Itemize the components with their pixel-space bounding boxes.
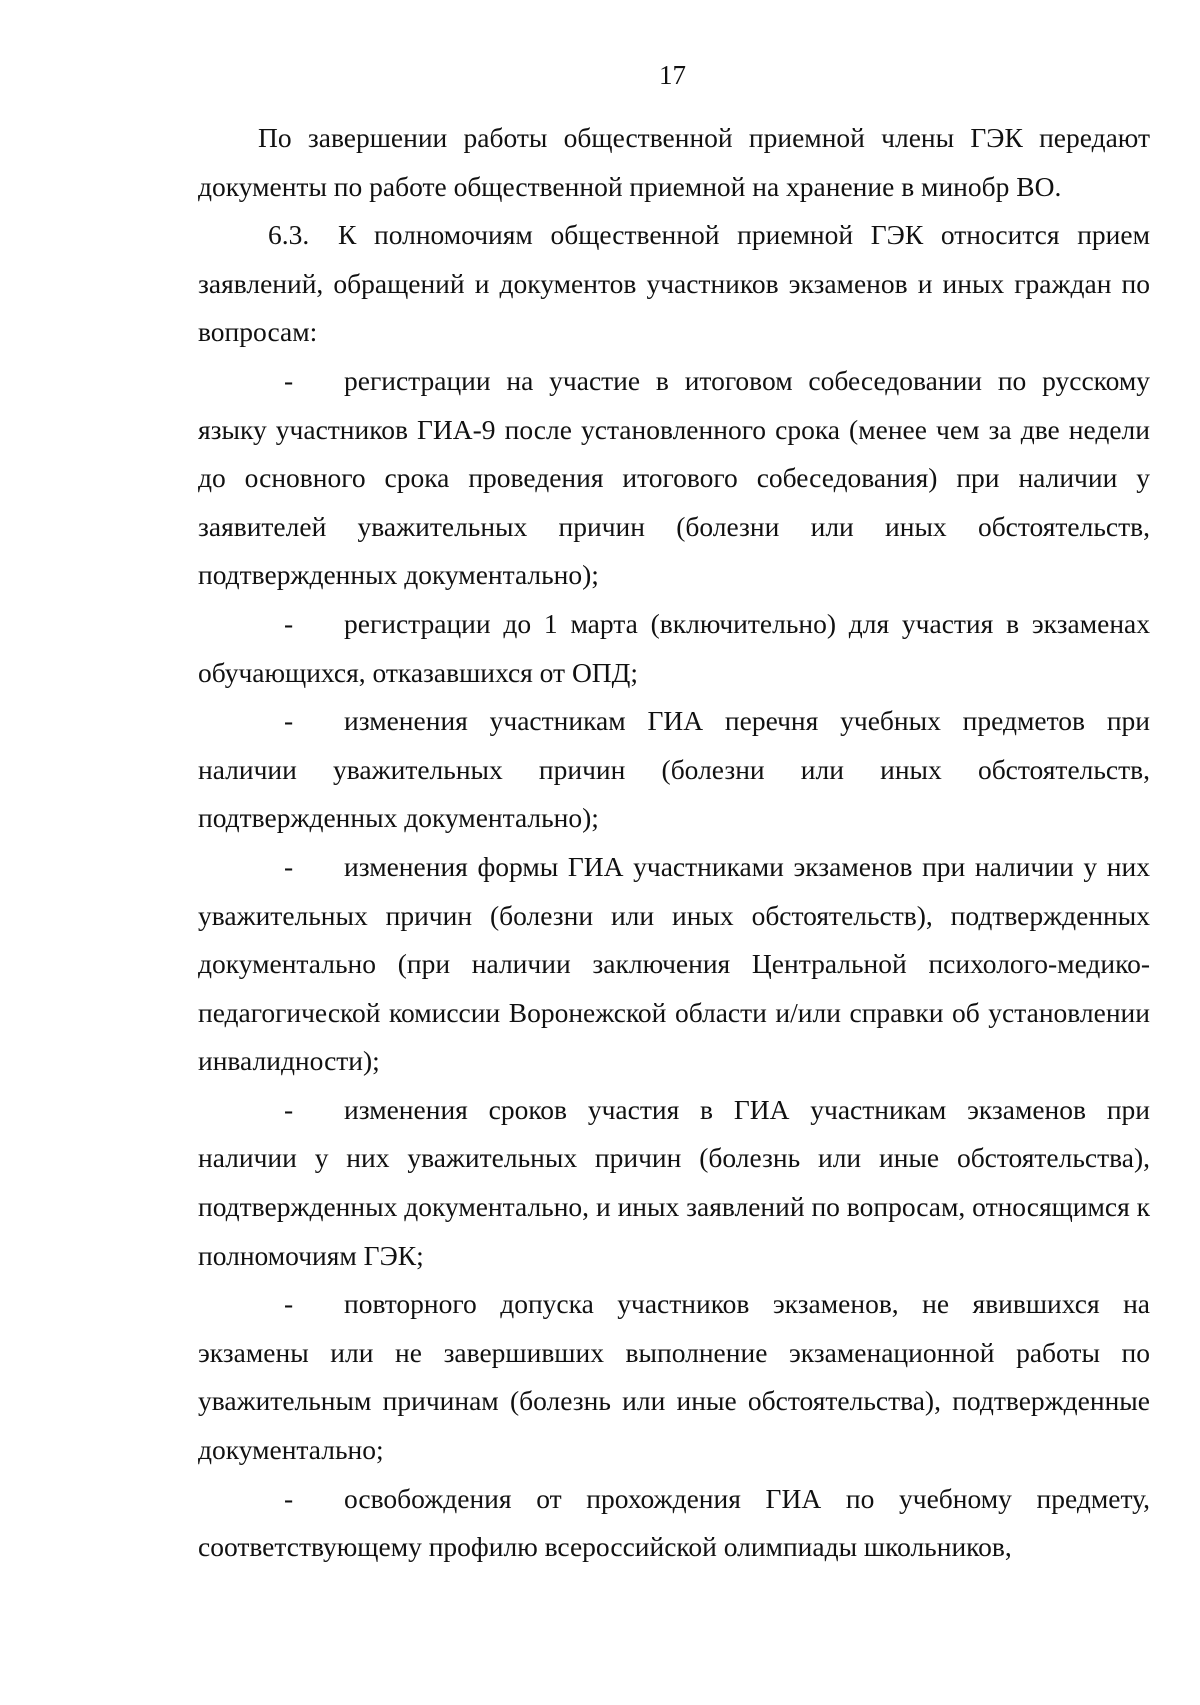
list-item <box>198 843 1150 1086</box>
section-number: 6.3. <box>268 219 310 251</box>
list-item-text: повторного допуска участников экзаменов, не явившихся на экзамены или не завершивших выполнение экзаменационной работы по уважительным причинам (болезнь или иные обстоятельства), подтвержденные документально; <box>198 1288 1150 1466</box>
list-item-text: освобождения от прохождения ГИА по учебному предмету, соответствующему профилю всероссийской олимпиады школьников, <box>198 1482 1150 1563</box>
list-item-text: регистрации на участие в итоговом собеседовании по русскому языку участников ГИА-9 после установленного срока (менее чем за две недели до основного срока проведения итогового собеседования) при наличии у заявителей уважительных причин (болезни или иных обстоятельств, подтвержденных документально); <box>198 364 1150 591</box>
list-item-text: изменения сроков участия в ГИА участникам экзаменов при наличии у них уважительных причин (болезнь или иные обстоятельства), подтвержденных документально, и иных заявлений по вопросам, относящимся к полномочиям ГЭК; <box>198 1093 1150 1271</box>
list-bullet: - <box>284 364 294 396</box>
page-number: 17 <box>659 60 686 90</box>
list-bullet: - <box>284 1093 294 1125</box>
list-item <box>198 1086 1150 1280</box>
paragraph-6-3 <box>198 211 1150 357</box>
list-item-text: изменения формы ГИА участниками экзаменов при наличии у них уважительных причин (болезни или иных обстоятельств), подтвержденных документально (при наличии заключения Центральной психолого-медико-педагогической комиссии Воронежской области и/или справки об установлении инвалидности); <box>198 850 1150 1077</box>
list-item <box>198 1475 1150 1572</box>
section-text: К полномочиям общественной приемной ГЭК относится прием заявлений, обращений и документов участников экзаменов и иных граждан по вопросам: <box>198 219 1150 348</box>
list-bullet: - <box>284 1482 294 1514</box>
list-item-text: регистрации до 1 марта (включительно) для участия в экзаменах обучающихся, отказавшихся от ОПД; <box>198 607 1150 688</box>
list-item <box>198 697 1150 843</box>
list-bullet: - <box>284 705 294 737</box>
document-body <box>198 114 1150 1572</box>
list-item-text: изменения участникам ГИА перечня учебных предметов при наличии уважительных причин (болезни или иных обстоятельств, подтвержденных документально); <box>198 705 1150 834</box>
list-bullet: - <box>284 1288 294 1320</box>
list-bullet: - <box>284 607 294 639</box>
list-item <box>198 357 1150 600</box>
paragraph-public-reception-completion: По завершении работы общественной приемной члены ГЭК передают документы по работе общественной приемной на хранение в минобр ВО. <box>198 122 1150 202</box>
list-item <box>198 1280 1150 1474</box>
list-bullet: - <box>284 850 294 882</box>
list-item <box>198 600 1150 697</box>
